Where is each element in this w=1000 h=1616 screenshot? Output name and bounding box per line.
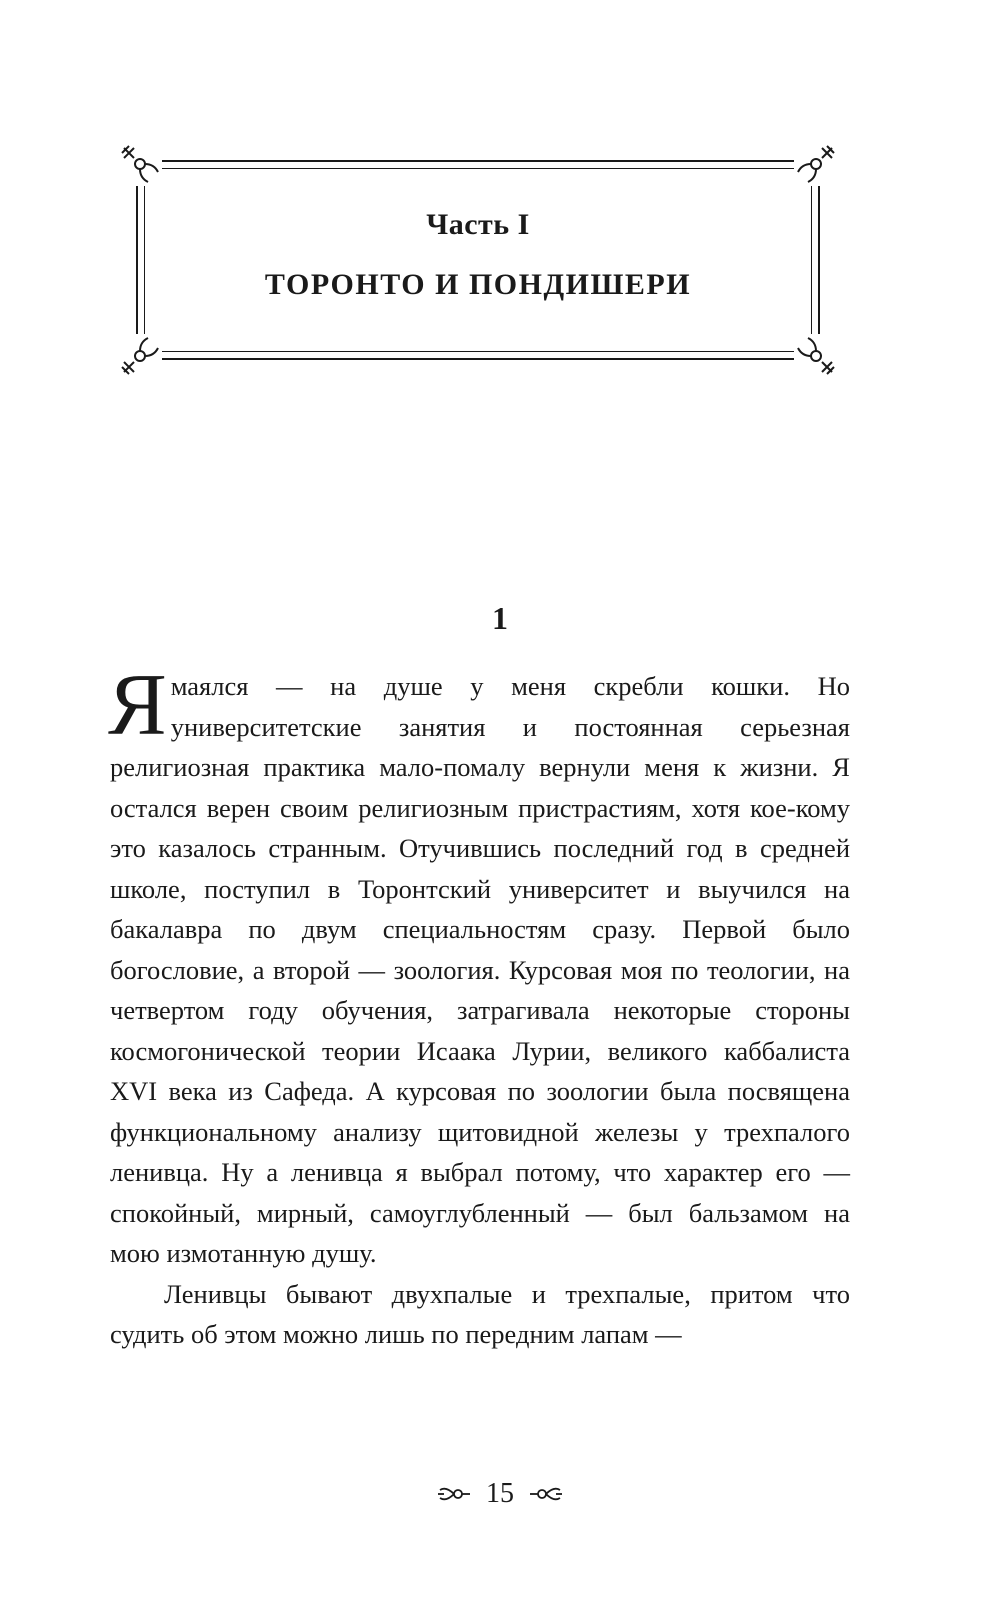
- paragraph: Ленивцы бывают двухпалые и трехпалые, притом что судить об этом можно лишь по передним лапам —: [110, 1278, 850, 1349]
- part-title: ТОРОНТО И ПОНДИШЕРИ: [264, 268, 692, 301]
- page-number: 15: [486, 1478, 514, 1509]
- paragraph-text: маялся — на душе у меня скребли кошки. Но университетские занятия и постоянная серьезная религиозная практика мало-помалу вернули меня к жизни. Я остался верен своим религиозным пристрастиям, хотя кое-кому это казалось странным. Отучившись последний год в средней школе, поступил в Торонтский университет и выучился на бакалавра по двум специальностям сразу. Первой было богословие, а второй — зоология. Курсовая моя по теологии, на четвертом году обучения, затрагивала некоторые стороны космогонической теории Исаака Лурии, великого каббалиста XVI века из Сафеда. А курсовая по зоологии была посвящена функциональному анализу щитовидной железы у трехпалого ленивца. Ну а ленивца я выбрал потому, что характер его — спокойный, мирный, самоуглубленный — был бальзамом на мою измотанную душу.: [110, 671, 850, 1268]
- footer-ornament-right-icon: [528, 1484, 564, 1504]
- footer-ornament-left-icon: [436, 1484, 472, 1504]
- corner-ornament-icon: [794, 334, 836, 376]
- chapter-number: 1: [492, 600, 508, 636]
- paragraph: [108, 657, 850, 1274]
- corner-ornament-icon: [120, 144, 162, 186]
- part-header-frame: [126, 150, 830, 370]
- drop-cap: Я: [108, 657, 167, 754]
- corner-ornament-icon: [794, 144, 836, 186]
- corner-ornament-icon: [120, 334, 162, 376]
- frame-inner-border: [144, 168, 812, 352]
- part-label: Часть I: [426, 208, 530, 241]
- chapter-body: [108, 657, 850, 1355]
- page-footer: [0, 1478, 1000, 1510]
